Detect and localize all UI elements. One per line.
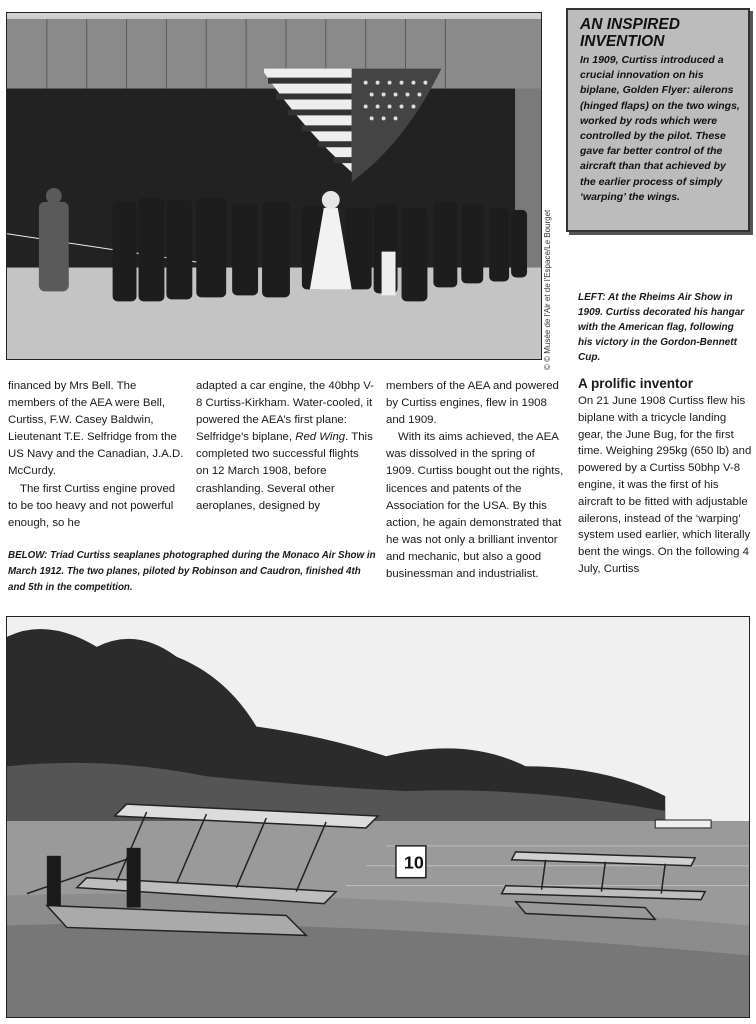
col4-para-1: On 21 June 1908 Curtiss flew his biplane with a tricycle landing gear, the June Bug, for the first time. Weighing 295kg (650 lb) and powered by a Curtiss 50bhp V-8 engine, it was the first of his aircraft to be fitted with adjustable ailerons, instead of the ‘warping’ system used earlier, which literally bent the wings. On the following 4 July, Curtiss (578, 395, 752, 575)
seaplanes-photo (6, 616, 750, 1018)
col3-para-1: members of the AEA and powered by Curtiss engines, flew in 1908 and 1909. (386, 380, 559, 427)
col3-para-2: With its aims achieved, the AEA was dissolved in the spring of 1909. Curtiss bought out the rights, licences and patents of the Association for the USA. By this action, he again demonstrated that he was not only a brilliant inventor and mechanic, but also a good businessman and industrialist. (386, 431, 564, 581)
column-3 (386, 378, 564, 583)
col2-para (196, 378, 374, 515)
section-heading: A prolific inventor (578, 376, 694, 391)
column-4 (578, 376, 752, 578)
col2-text-b: . This completed two successful flights on 12 March 1908, before crashlanding. Several other aeroplanes, designed by (196, 431, 373, 512)
column-1 (8, 378, 184, 532)
col1-para-1: financed by Mrs Bell. The members of the AEA were Bell, Curtiss, F.W. Casey Baldwin, Lieutenant T.E. Selfridge from the US Navy and the Canadian, J.A.D. McCurdy. (8, 380, 184, 478)
caption-left: LEFT: At the Rheims Air Show in 1909. Curtiss decorated his hangar with the American flag, following his victory in the Gordon-Bennett Cup. (578, 292, 745, 363)
inspired-invention-box (566, 8, 750, 232)
seaplane-number: 10 (403, 852, 424, 873)
col2-text-a: adapted a car engine, the 40bhp V-8 Curtiss-Kirkham. Water-cooled, it powered the AEA’s first plane: Selfridge’s biplane, (196, 380, 374, 444)
photo-credit (543, 190, 559, 370)
red-wing-title: Red Wing (295, 431, 346, 444)
sidebar-body: In 1909, Curtiss introduced a crucial innovation on his biplane, Golden Flyer: ailerons (hinged flaps) on the two wings, worked by rods which were controlled by the pilot. These gave far better control of the aircraft than that achieved by the earlier process of simply ‘warping’ the wings. (580, 54, 740, 203)
photo-credit-text: © © Musée de l'Air et de l'Espace/Le Bourget (543, 209, 552, 370)
col1-para-2: The first Curtiss engine proved to be too heavy and not powerful enough, so he (8, 482, 176, 529)
hangar-photo (6, 12, 542, 360)
sidebar-title: AN INSPIRED INVENTION (580, 16, 680, 50)
caption-below: BELOW: Triad Curtiss seaplanes photographed during the Monaco Air Show in March 1912. The two planes, piloted by Robinson and Caudron, finished 4th and 5th in the competition. (8, 550, 376, 593)
column-2 (196, 378, 374, 515)
